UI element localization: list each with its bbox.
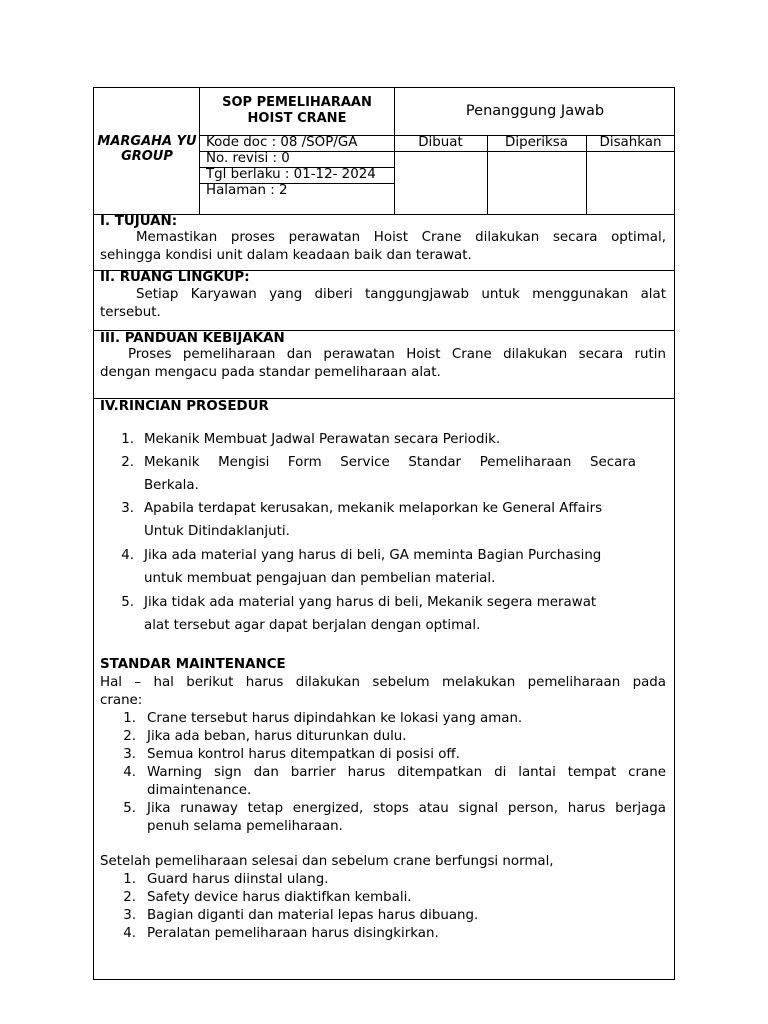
standar-item-number: 4. xyxy=(123,765,136,780)
section-divider xyxy=(93,214,675,215)
after-item-number: 2. xyxy=(123,890,136,905)
prosedur-item-text: Jika tidak ada material yang harus di beli, Mekanik segera merawat xyxy=(144,595,597,610)
responsible-label: Penanggung Jawab xyxy=(465,103,605,119)
prosedur-item-text: Jika ada material yang harus di beli, GA meminta Bagian Purchasing xyxy=(144,548,602,563)
standar-item-text: Crane tersebut harus dipindahkan ke lokasi yang aman. xyxy=(147,711,523,726)
prosedur-item-text: Apabila terdapat kerusakan, mekanik melaporkan ke General Affairs xyxy=(144,501,603,516)
prosedur-item-number: 1. xyxy=(121,432,134,447)
meta-kode-doc: Kode doc : 08 /SOP/GA xyxy=(206,135,358,150)
title-line-1: SOP PEMELIHARAAN xyxy=(222,95,372,110)
after-item-text: Guard harus diinstal ulang. xyxy=(147,872,329,887)
meta-tgl-berlaku: Tgl berlaku : 01-12- 2024 xyxy=(206,167,376,182)
tujuan-line-1: Memastikan proses perawatan Hoist Crane dilakukan secara optimal, xyxy=(136,230,666,245)
ruang-lingkup-line-2: tersebut. xyxy=(100,305,161,320)
prosedur-item-text-cont: Untuk Ditindaklanjuti. xyxy=(144,524,290,539)
section-heading-prosedur: IV.RINCIAN PROSEDUR xyxy=(100,399,269,414)
title-line-2: HOIST CRANE xyxy=(247,111,347,126)
standar-item-text-cont: penuh selama pemeliharaan. xyxy=(147,819,343,834)
standar-item-number: 1. xyxy=(123,711,136,726)
standar-item-number: 2. xyxy=(123,729,136,744)
prosedur-item-number: 4. xyxy=(121,548,134,563)
standar-item-text: Semua kontrol harus ditempatkan di posisi off. xyxy=(147,747,460,762)
after-item-number: 4. xyxy=(123,926,136,941)
prosedur-item-text-cont: untuk membuat pengajuan dan pembelian material. xyxy=(144,571,496,586)
document-title xyxy=(200,95,394,127)
standar-item-number: 3. xyxy=(123,747,136,762)
after-item-number: 1. xyxy=(123,872,136,887)
after-item-text: Safety device harus diaktifkan kembali. xyxy=(147,890,412,905)
standar-item-text: Warning sign dan barrier harus ditempatkan di lantai tempat crane xyxy=(147,765,666,780)
signoff-diperiksa: Diperiksa xyxy=(505,135,568,150)
after-item-text: Peralatan pemeliharaan harus disingkirkan. xyxy=(147,926,439,941)
prosedur-item-text: Mekanik Membuat Jadwal Perawatan secara Periodik. xyxy=(144,432,501,447)
standar-item-number: 5. xyxy=(123,801,136,816)
prosedur-item-number: 3. xyxy=(121,501,134,516)
panduan-line-1: Proses pemeliharaan dan perawatan Hoist Crane dilakukan secara rutin xyxy=(128,347,666,362)
signoff-dibuat: Dibuat xyxy=(418,135,463,150)
signoff-disahkan: Disahkan xyxy=(599,135,662,150)
prosedur-item-text-cont: Berkala. xyxy=(144,478,199,493)
standar-intro-line-1: Hal – hal berikut harus dilakukan sebelum melakukan pemeliharaan pada xyxy=(100,675,666,690)
standar-intro-line-2: crane: xyxy=(100,693,143,708)
section-heading-panduan: III. PANDUAN KEBIJAKAN xyxy=(100,331,285,346)
prosedur-item-number: 5. xyxy=(121,595,134,610)
after-maintenance-intro: Setelah pemeliharaan selesai dan sebelum crane berfungsi normal, xyxy=(100,854,554,869)
prosedur-item-text-cont: alat tersebut agar dapat berjalan dengan optimal. xyxy=(144,618,481,633)
tujuan-line-2: sehingga kondisi unit dalam keadaan baik dan terawat. xyxy=(100,248,472,263)
standar-item-text-cont: dimaintenance. xyxy=(147,783,252,798)
meta-no-revisi: No. revisi : 0 xyxy=(206,151,290,166)
standar-heading: STANDAR MAINTENANCE xyxy=(100,657,286,672)
meta-halaman: Halaman : 2 xyxy=(206,183,288,198)
after-item-number: 3. xyxy=(123,908,136,923)
section-heading-tujuan: I. TUJUAN: xyxy=(100,214,178,229)
panduan-line-2: dengan mengacu pada standar pemeliharaan alat. xyxy=(100,365,441,380)
standar-item-text: Jika runaway tetap energized, stops atau signal person, harus berjaga xyxy=(147,801,666,816)
section-heading-ruang-lingkup: II. RUANG LINGKUP: xyxy=(100,270,250,285)
standar-item-text: Jika ada beban, harus diturunkan dulu. xyxy=(147,729,407,744)
after-item-text: Bagian diganti dan material lepas harus dibuang. xyxy=(147,908,479,923)
ruang-lingkup-line-1: Setiap Karyawan yang diberi tanggungjawab untuk menggunakan alat xyxy=(136,287,666,302)
company-name: MARGAHA YU GROUP xyxy=(97,134,197,164)
prosedur-item-text: Mekanik Mengisi Form Service Standar Pemeliharaan Secara xyxy=(144,455,636,470)
prosedur-item-number: 2. xyxy=(121,455,134,470)
